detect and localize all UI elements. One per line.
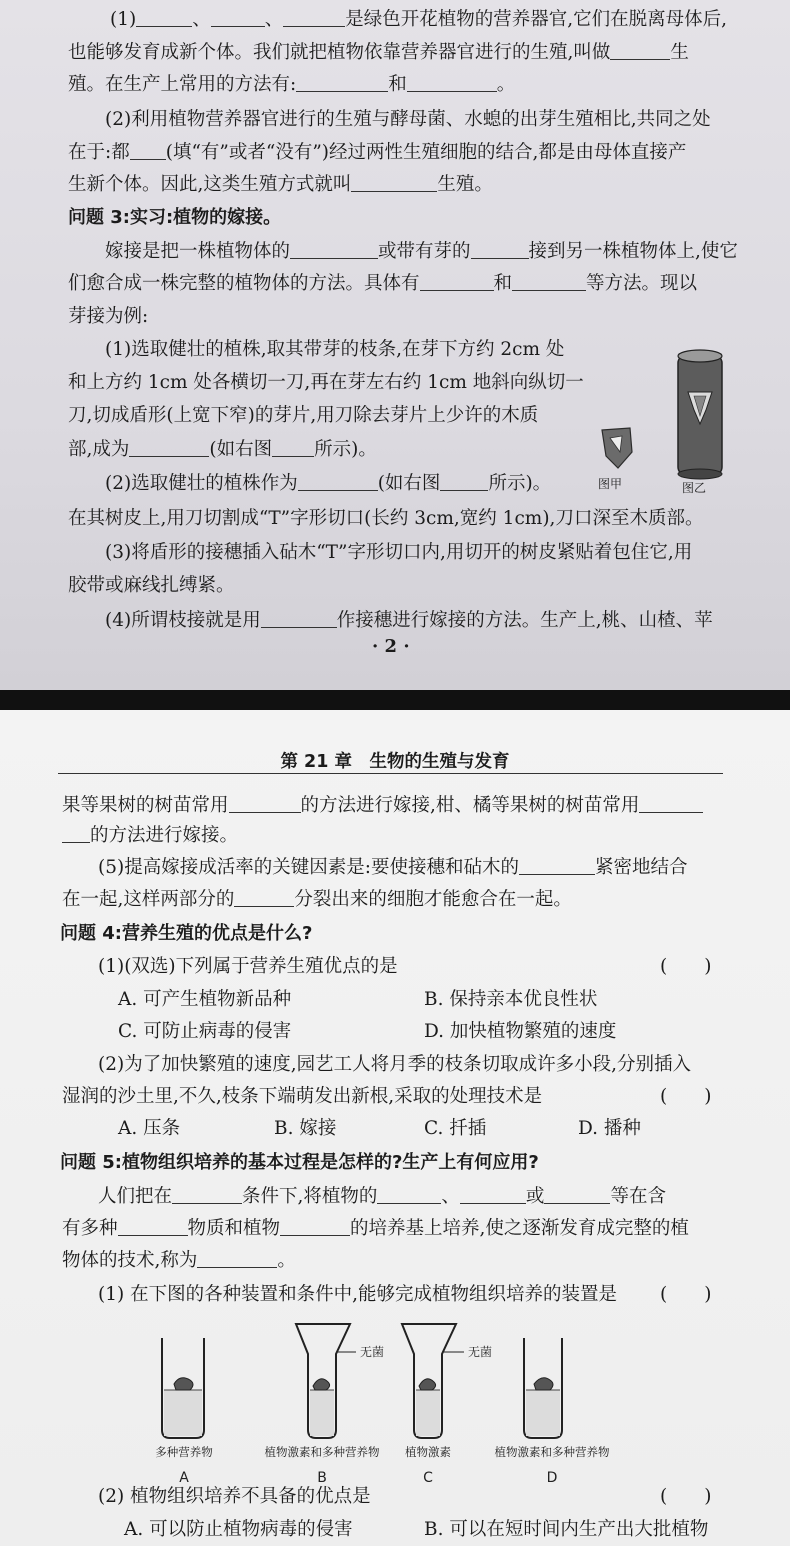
text-fragment: 的方法进行嫁接。: [90, 825, 239, 846]
text-line: [105, 609, 713, 633]
header-rule: [58, 773, 723, 774]
text-line: [62, 1249, 296, 1273]
apparatus-a: [162, 1338, 204, 1438]
question-5-title: 问题 5:植物组织培养的基本过程是怎样的?生产上有何应用?: [60, 1152, 539, 1173]
blank[interactable]: [211, 8, 265, 27]
blank[interactable]: [512, 272, 586, 291]
text-fragment: 或: [525, 1186, 545, 1207]
text-fragment: 生: [670, 42, 689, 63]
text-line: [68, 141, 686, 165]
blank[interactable]: [639, 794, 703, 813]
text-fragment: (如右图: [377, 473, 441, 494]
grafting-figure: [590, 340, 740, 500]
text-fragment: (1): [110, 9, 137, 30]
question-5-2: (2) 植物组织培养不具备的优点是: [98, 1486, 371, 1507]
text-fragment: 在一起,这样两部分的: [62, 889, 235, 910]
text-fragment: 所示)。: [314, 439, 377, 460]
text-line: [62, 794, 703, 818]
text-fragment: 等方法。现以: [586, 273, 698, 294]
option-a[interactable]: A. 压条: [118, 1118, 181, 1139]
blank[interactable]: [129, 438, 209, 457]
caption-b: 植物激素和多种营养物: [264, 1445, 380, 1459]
option-a[interactable]: A. 可以防止植物病毒的侵害: [124, 1519, 353, 1540]
blank[interactable]: [130, 141, 166, 160]
text-line: (1)选取健壮的植株,取其带芽的枝条,在芽下方约 2cm 处: [105, 339, 565, 360]
option-c[interactable]: C. 扦插: [424, 1118, 487, 1139]
text-fragment: 分裂出来的细胞才能愈合在一起。: [294, 889, 572, 910]
apparatus-c: [402, 1324, 492, 1438]
answer-paren[interactable]: ( ): [660, 1486, 712, 1507]
text-fragment: 部,成为: [68, 439, 130, 460]
option-c[interactable]: C. 可防止病毒的侵害: [118, 1021, 292, 1042]
blank[interactable]: [62, 824, 90, 843]
blank[interactable]: [440, 472, 488, 491]
fig-yi-label: 图乙: [682, 481, 707, 495]
blank[interactable]: [229, 794, 301, 813]
text-line: [62, 1217, 689, 1241]
option-b[interactable]: B. 可以在短时间内生产出大批植物: [424, 1519, 709, 1540]
page-top: [0, 0, 790, 690]
page-bottom: [0, 710, 790, 1546]
text-fragment: 人们把在: [98, 1186, 173, 1207]
blank[interactable]: [519, 856, 595, 875]
text-fragment: 物体的技术,称为: [62, 1250, 198, 1271]
text-line: (3)将盾形的接穗插入砧木“T”字形切口内,用切开的树皮紧贴着包住它,用: [105, 542, 693, 563]
letter-d: D: [546, 1470, 558, 1486]
text-fragment: 生殖。: [437, 174, 493, 195]
blank[interactable]: [290, 240, 378, 259]
text-fragment: 是绿色开花植物的营养器官,它们在脱离母体后,: [345, 9, 728, 30]
sterile-label: 无菌: [468, 1345, 493, 1359]
letter-a: A: [179, 1470, 189, 1486]
option-a[interactable]: A. 可产生植物新品种: [118, 989, 292, 1010]
blank[interactable]: [610, 41, 670, 60]
apparatus-figure: [110, 1310, 670, 1490]
text-line: [110, 8, 727, 32]
text-fragment: 、: [192, 9, 211, 30]
text-line: 在其树皮上,用刀切割成“T”字形切口(长约 3cm,宽约 1cm),刀口深至木质部。: [68, 508, 704, 529]
text-fragment: 生新个体。因此,这类生殖方式就叫: [68, 174, 352, 195]
answer-paren[interactable]: ( ): [660, 1086, 712, 1107]
caption-d: 植物激素和多种营养物: [494, 1445, 610, 1459]
page-number: · 2 ·: [372, 636, 410, 657]
text-fragment: (填“有”或者“没有”)经过两性生殖细胞的结合,都是由母体直接产: [165, 142, 687, 163]
text-fragment: 的方法进行嫁接,柑、橘等果树的树苗常用: [300, 795, 640, 816]
text-fragment: (2)选取健壮的植株作为: [105, 473, 298, 494]
text-line: [62, 888, 572, 912]
text-line: [68, 272, 697, 296]
blank[interactable]: [234, 888, 294, 907]
text-fragment: 嫁接是把一株植物体的: [105, 241, 291, 262]
question-4-title: 问题 4:营养生殖的优点是什么?: [60, 923, 313, 944]
blank[interactable]: [544, 1185, 610, 1204]
answer-paren[interactable]: ( ): [660, 956, 712, 977]
text-fragment: 。: [496, 74, 516, 95]
blank[interactable]: [460, 1185, 526, 1204]
text-fragment: 。: [277, 1250, 296, 1271]
text-fragment: 物质和植物: [187, 1218, 281, 1239]
blank[interactable]: [471, 240, 529, 259]
option-b[interactable]: B. 保持亲本优良性状: [424, 989, 598, 1010]
text-line: [68, 73, 515, 97]
text-fragment: 殖。在生产上常用的方法有:: [68, 74, 297, 95]
text-fragment: (如右图: [209, 439, 273, 460]
blank[interactable]: [351, 173, 437, 192]
text-line: [105, 472, 551, 496]
text-line: [98, 856, 687, 880]
text-line: 和上方约 1cm 处各横切一刀,再在芽左右约 1cm 地斜向纵切一: [68, 372, 584, 393]
text-line: 胶带或麻线扎缚紧。: [68, 575, 235, 596]
text-fragment: 紧密地结合: [594, 857, 688, 878]
bud-chip-figure: [602, 428, 632, 468]
blank[interactable]: [296, 73, 388, 92]
chapter-header: 第 21 章 生物的生殖与发育: [280, 752, 510, 772]
text-line: (2)为了加快繁殖的速度,园艺工人将月季的枝条切取成许多小段,分别插入: [98, 1054, 691, 1075]
question-3-title: 问题 3:实习:植物的嫁接。: [68, 207, 282, 228]
text-line: [62, 824, 238, 848]
text-fragment: 的培养基上培养,使之逐渐发育成完整的植: [350, 1218, 689, 1239]
text-fragment: 条件下,将植物的: [242, 1186, 378, 1207]
text-line: 湿润的沙土里,不久,枝条下端萌发出新根,采取的处理技术是: [62, 1086, 543, 1107]
text-fragment: 和: [388, 74, 407, 95]
blank[interactable]: [377, 1185, 441, 1204]
letter-b: B: [317, 1470, 327, 1486]
letter-c: C: [423, 1470, 433, 1486]
blank[interactable]: [172, 1185, 242, 1204]
answer-paren[interactable]: ( ): [660, 1284, 712, 1305]
rootstock-figure: [678, 350, 722, 479]
text-fragment: (4)所谓枝接就是用: [105, 610, 261, 631]
text-line: [68, 41, 689, 65]
text-fragment: 接到另一株植物体上,使它: [528, 241, 738, 262]
question-4-1: (1)(双选)下列属于营养生殖优点的是: [98, 956, 398, 977]
blank[interactable]: [298, 472, 378, 491]
text-line: 芽接为例:: [68, 306, 149, 327]
text-line: [98, 1185, 666, 1209]
text-fragment: 等在含: [610, 1186, 666, 1207]
text-fragment: 有多种: [62, 1218, 118, 1239]
text-fragment: 们愈合成一株完整的植物体的方法。具体有: [68, 273, 420, 294]
text-line: 刀,切成盾形(上宽下窄)的芽片,用刀除去芽片上少许的木质: [68, 405, 539, 426]
blank[interactable]: [136, 8, 192, 27]
text-line: [105, 240, 738, 264]
text-fragment: 、: [441, 1186, 460, 1207]
text-line: [68, 173, 493, 197]
text-fragment: 所示)。: [488, 473, 552, 494]
text-fragment: 、: [264, 9, 284, 30]
text-fragment: (5)提高嫁接成活率的关键因素是:要使接穗和砧木的: [98, 857, 519, 878]
blank[interactable]: [272, 438, 314, 457]
text-fragment: 在于:都: [68, 142, 130, 163]
option-b[interactable]: B. 嫁接: [274, 1118, 337, 1139]
text-fragment: 果等果树的树苗常用: [62, 795, 229, 816]
blank[interactable]: [407, 73, 497, 92]
page-gap: [0, 690, 790, 710]
text-fragment: 也能够发育成新个体。我们就把植物依靠营养器官进行的生殖,叫做: [68, 42, 611, 63]
text-fragment: 或带有芽的: [378, 241, 471, 262]
blank[interactable]: [283, 8, 345, 27]
option-d[interactable]: D. 播种: [578, 1118, 641, 1139]
option-d[interactable]: D. 加快植物繁殖的速度: [424, 1021, 617, 1042]
blank[interactable]: [118, 1217, 188, 1236]
blank[interactable]: [280, 1217, 350, 1236]
text-line: (2)利用植物营养器官进行的生殖与酵母菌、水螅的出芽生殖相比,共同之处: [105, 109, 711, 130]
blank[interactable]: [261, 609, 337, 628]
question-5-1: (1) 在下图的各种装置和条件中,能够完成植物组织培养的装置是: [98, 1284, 617, 1305]
caption-a: 多种营养物: [155, 1445, 213, 1459]
sterile-label: 无菌: [360, 1345, 385, 1359]
blank[interactable]: [420, 272, 494, 291]
fig-jia-label: 图甲: [598, 477, 623, 491]
caption-c: 植物激素: [405, 1445, 451, 1459]
text-line: [68, 438, 377, 462]
text-fragment: 作接穗进行嫁接的方法。生产上,桃、山楂、苹: [336, 610, 713, 631]
apparatus-d: [524, 1338, 562, 1438]
blank[interactable]: [197, 1249, 277, 1268]
text-fragment: 和: [493, 273, 513, 294]
apparatus-b: [296, 1324, 384, 1438]
